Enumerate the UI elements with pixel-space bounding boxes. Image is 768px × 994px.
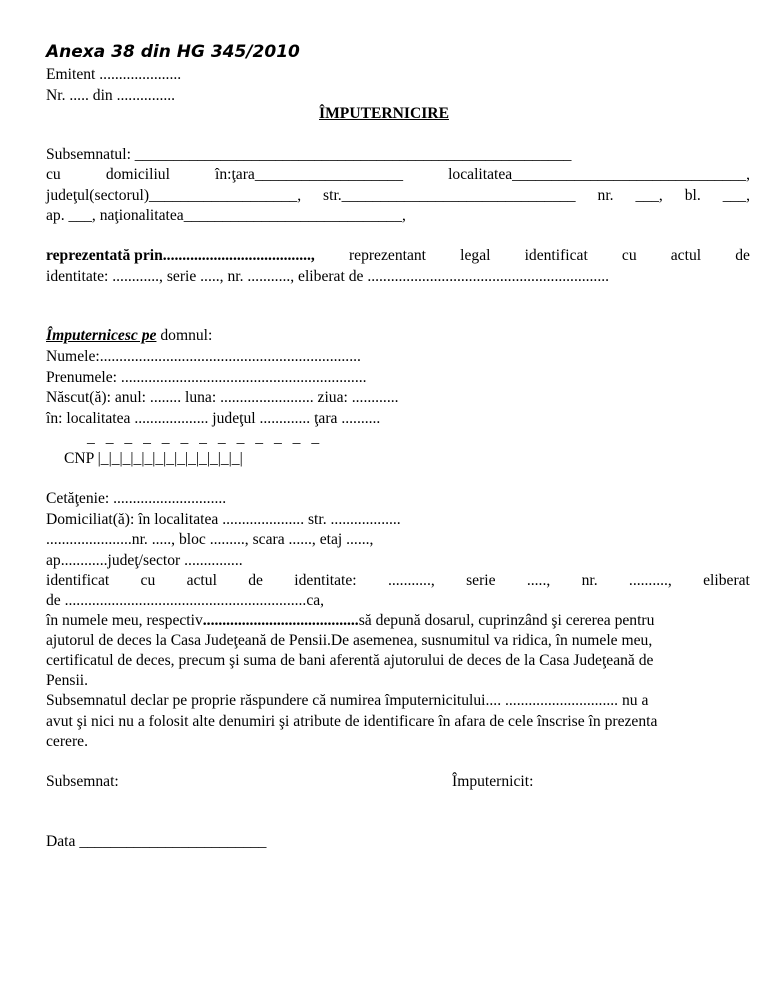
prenumele-line: Prenumele: ............................................................... (46, 369, 367, 386)
loc-nastere-line: în: localitatea ................... judeţul ............. ţara .......... (46, 410, 381, 427)
emitent-line: Emitent ..................... (46, 66, 182, 83)
judet-str-line: judeţul(sectorul)___________________, str.______________________________ nr. ___, bl. ___, (46, 187, 750, 204)
mandate-line-4: Pensii. (46, 672, 89, 689)
document-title: ÎMPUTERNICIRE (319, 105, 449, 122)
eliberat-de-line: de ..............................................................ca, (46, 592, 325, 609)
identitate-line: identitate: ............, serie ....., nr. ..........., eliberat de .............................................................. (46, 268, 610, 285)
nationalitate-line: ap. ___, naţionalitatea____________________________, (46, 207, 406, 224)
subsemnatul-line: Subsemnatul: ________________________________________________________ (46, 146, 572, 163)
declaration-line-2: avut şi nici nu a folosit alte denumiri şi atribute de identificare în afara de cele înscrise în prezenta (46, 713, 658, 730)
mandate-line-2: ajutorul de deces la Casa Judeţeană de Pensii.De asemenea, susnumitul va ridica, în numele meu, (46, 632, 653, 649)
numele-line: Numele:................................................................... (46, 348, 361, 365)
identificat-line: identificat cu actul de identitate: ..........., serie ....., nr. .........., eliberat (46, 572, 750, 589)
cetatenie-line: Cetăţenie: ............................. (46, 490, 227, 507)
cnp-dashes: _ _ _ _ _ _ _ _ _ _ _ _ _ (87, 429, 323, 446)
imputernicesc-line: Împuternicesc pe domnul: (46, 327, 213, 344)
ap-judet-line: ap............judeţ/sector ............... (46, 552, 243, 569)
declaration-line-3: cerere. (46, 733, 88, 750)
annex-reference: Anexa 38 din HG 345/2010 (46, 42, 300, 62)
mandate-line-3: certificatul de deces, precum şi suma de bani aferentă ajutorului de deces de la Casa Judeţeană de (46, 652, 654, 669)
subsemnat-signature-label: Subsemnat: (46, 773, 119, 790)
cnp-field: CNP |_|_|_|_|_|_|_|_|_|_|_|_|_| (64, 450, 243, 467)
date-line: Data ________________________ (46, 833, 267, 850)
mandate-line-1: în numele meu, respectiv........................................să depună dosarul, cuprinzând şi cererea pentru (46, 612, 655, 629)
domiciliu-line: cu domiciliul în:ţara___________________ localitatea______________________________, (46, 166, 750, 183)
domiciliat-line: Domiciliat(ă): în localitatea ..................... str. .................. (46, 511, 401, 528)
nascut-line: Născut(ă): anul: ........ luna: ........................ ziua: ............ (46, 389, 399, 406)
nr-bloc-line: ......................nr. ....., bloc ........., scara ......, etaj ......, (46, 531, 374, 548)
nr-din-line: Nr. ..... din ............... (46, 87, 176, 104)
reprezentata-line: reprezentată prin......................................, reprezentant legal identificat cu actul de (46, 247, 750, 264)
declaration-line-1: Subsemnatul declar pe proprie răspundere că numirea împuternicitului.... ............................. nu a (46, 692, 649, 709)
imputernicit-signature-label: Împuternicit: (452, 773, 534, 790)
